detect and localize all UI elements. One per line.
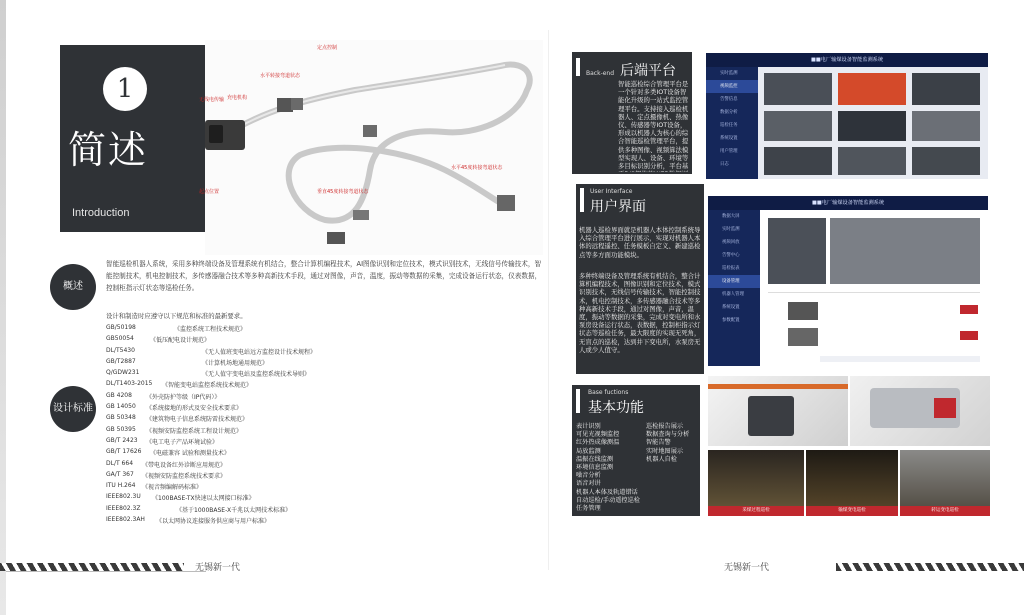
camera-feed xyxy=(912,147,980,175)
ui-title: 用户界面 xyxy=(590,199,646,215)
standard-row: IEEE802.3Z 《基于1000BASE-X千兆以太网技术标准》 xyxy=(106,504,292,514)
rail-diagram xyxy=(199,40,543,255)
section-title: 简述 xyxy=(68,128,149,172)
standard-row: GB 4208 《外壳防护等级（IP代码）》 xyxy=(106,391,221,401)
ui-text-1: 机器人巡检界面就是机器人本体控制系统导入综合管理平台进行展示，实现对机器人本体的远程遥控、任务模板自定义、新建巡检点等多方面功能模块。 xyxy=(579,226,701,259)
standard-row: GA/T 367 《视频安防监控系统技术要求》 xyxy=(106,470,227,480)
overview-badge: 概述 xyxy=(50,264,96,310)
footer-stripe-right xyxy=(836,563,1024,571)
standard-row: GB/T2887 《计算机场地通用规范》 xyxy=(106,357,269,367)
functions-accent-bar xyxy=(576,389,580,413)
rail-label: 垂直45度转接弯道状态 xyxy=(317,189,369,195)
camera-feed xyxy=(912,73,980,105)
action-button-icon xyxy=(960,331,978,340)
functions-title: 基本功能 xyxy=(588,400,644,416)
standard-row: GB 14050 《系统接地的形式及安全技术要求》 xyxy=(106,403,243,413)
standard-row: GB/T 17626 《电磁兼容 试验和测量技术》 xyxy=(106,448,230,458)
rail-label: 定点控制 xyxy=(317,45,338,51)
photo-caption: 输煤变电巡检 xyxy=(806,506,898,516)
camera-feed xyxy=(764,73,832,105)
rail-label: 水平45度转接弯道状态 xyxy=(451,165,503,171)
standard-row: Q/GDW231 《无人值守变电站及监控系统技术导则》 xyxy=(106,369,311,379)
action-button-icon xyxy=(960,305,978,314)
backend-screenshot xyxy=(706,53,988,179)
functions-en: Base fuctions xyxy=(588,389,629,396)
rail-label: 水平转接弯道状态 xyxy=(260,73,301,79)
camera-feed xyxy=(764,111,832,141)
backend-text: 智能巡检综合管理平台是一个针对多类IOT设备智能化升级的一站式监控管理平台。支持接入巡检机器人、定点摄像机、热像仪、传感器等IOT设备，形成以机器人为核心的综合智能巡检管理平台，提供多种图像、视频算法模型实现人、设备、环境等多目标识别分析，平台基 xyxy=(618,80,689,171)
camera-feed xyxy=(912,111,980,141)
photo-caption: 采煤过程巡检 xyxy=(708,506,804,516)
site-photo-3 xyxy=(900,450,990,516)
thumbnail xyxy=(788,328,818,346)
standard-row: DL/T1403-2015 《智能变电站监控系统技术规范》 xyxy=(106,380,253,390)
photo-caption: 转运变电巡检 xyxy=(900,506,990,516)
ui-section xyxy=(576,184,704,374)
backend-title: 后端平台 xyxy=(620,63,676,79)
robot-photo-2 xyxy=(850,376,990,446)
functions-col-2: 巡检报告展示 数据查询与分析 智能告警 实时地图展示 机器人自检 xyxy=(646,423,690,463)
standard-row: DL/T5430 《无人值班变电站远方监控设计技术规程》 xyxy=(106,346,317,356)
screen-video-grid xyxy=(758,67,988,179)
rail-label: 无线电传输 xyxy=(199,97,225,103)
standard-row: GB/50198 《监控系统工程技术规范》 xyxy=(106,324,247,333)
screen-title: ■■电厂输煤设备智能监测系统 xyxy=(706,53,988,67)
camera-feed xyxy=(768,218,826,284)
screen-menu: 实时监测 视频监控 告警信息 数据分析 巡检任务 系统设置 用户管理 日志 xyxy=(706,67,758,179)
rail-label: 起点位置 xyxy=(199,189,220,195)
footer-stripe-left xyxy=(0,563,184,571)
footer-brand-left: 无锡新一代 xyxy=(195,563,241,573)
ui-text-2: 多种终端设备及管理系统有机结合，整合计算机编程技术，图像识别和定位技术，模式识别技术，无线信号传输技术，智能控制技术，机电控制技术，多传感器融合技术等多种高新技术手段，通过对图像，声音，温度，振动等数据的采集，完成对变电所和水泵房设备运行状态，表数据，控制柜指示灯状态等巡检任务，最大限度的实现无死角，无盲点的巡检，达到井下变电所，水泵房无人或少人值守。 xyxy=(579,272,701,354)
footer-rule-left xyxy=(6,571,206,572)
functions-col-1: 表计识别 可见光视频监控 红外热成像测温 局放监测 温振在线监测 环境信息监测 噪音分析 语音对讲 机器人本体及轨道错话 自动巡检/手动遥控巡检 任务管理 xyxy=(576,423,640,513)
screen-detail-panel xyxy=(760,210,988,366)
standard-row: IEEE802.3AH 《以太网协议连接服务供应商与用户标准》 xyxy=(106,516,271,526)
ui-accent-bar xyxy=(580,188,584,212)
standard-row: GB 50348 《建筑物电子信息系统防雷技术规范》 xyxy=(106,414,249,424)
standards-intro: 设计和制造时应遵守以下规范和标准的最新要求。 xyxy=(106,312,247,320)
backend-en: Back-end xyxy=(586,70,615,77)
thermal-feed xyxy=(838,73,906,105)
camera-feed xyxy=(838,147,906,175)
camera-feed xyxy=(830,218,980,284)
robot-icon xyxy=(748,396,794,436)
standard-row: IEEE802.3U 《100BASE-TX快速以太网接口标准》 xyxy=(106,493,255,503)
screen-menu: 数据大屏 实时监测 视频回放 告警中心 巡检报表 设备管理 机器人管理 系统设置 参数配置 xyxy=(708,210,760,366)
site-photo-1 xyxy=(708,450,804,516)
standards-list xyxy=(106,324,546,527)
pagination-bar xyxy=(820,356,980,362)
ui-en: User Interface xyxy=(590,188,633,195)
page-spine xyxy=(0,0,6,615)
standards-badge: 设计标准 xyxy=(50,386,96,432)
thumbnail xyxy=(788,302,818,320)
standard-row: GB 50395 《视频安防监控系统工程设计规范》 xyxy=(106,425,243,435)
overview-text: 智能巡检机器人系统，采用多种终端设备及管理系统有机结合，整合计算机编程技术，AI图像识别和定位技术，模式识别技术，无线信号传输技术，智能控制技术，机电控制技术，多传感器融合技术等多种高新技术手段，通过对图像，声音，温度，振动等数据的采集，完成设备运行状态，仪表数据，控制柜指示灯状态等巡检任务。 xyxy=(106,260,542,292)
standard-row: DL/T 664 《带电设备红外诊断应用规范》 xyxy=(106,459,227,469)
standard-row: ITU H.264 《视音频编解码标准》 xyxy=(106,482,203,492)
functions-section xyxy=(572,385,700,516)
camera-feed xyxy=(764,147,832,175)
rail-track-graphic xyxy=(205,40,543,255)
site-photo-2 xyxy=(806,450,898,516)
center-gutter xyxy=(548,30,549,570)
standard-row: GB/T 2423 《电工电子产品环境试验》 xyxy=(106,436,219,446)
footer-brand-right: 无锡新一代 xyxy=(724,563,770,573)
rail-label: 充电机构 xyxy=(227,95,248,101)
backend-section xyxy=(572,52,692,174)
screen-title: ■■电厂输煤设备智能监测系统 xyxy=(708,196,988,210)
section-title-block xyxy=(60,45,205,232)
section-number: 1 xyxy=(103,67,147,111)
section-title-en: Introduction xyxy=(72,207,130,219)
standard-row: GB50054 《低压配电设计规范》 xyxy=(106,335,211,345)
backend-accent-bar xyxy=(576,58,580,76)
ui-screenshot xyxy=(708,196,988,366)
robot-photo-1 xyxy=(708,376,848,446)
camera-feed xyxy=(838,111,906,141)
